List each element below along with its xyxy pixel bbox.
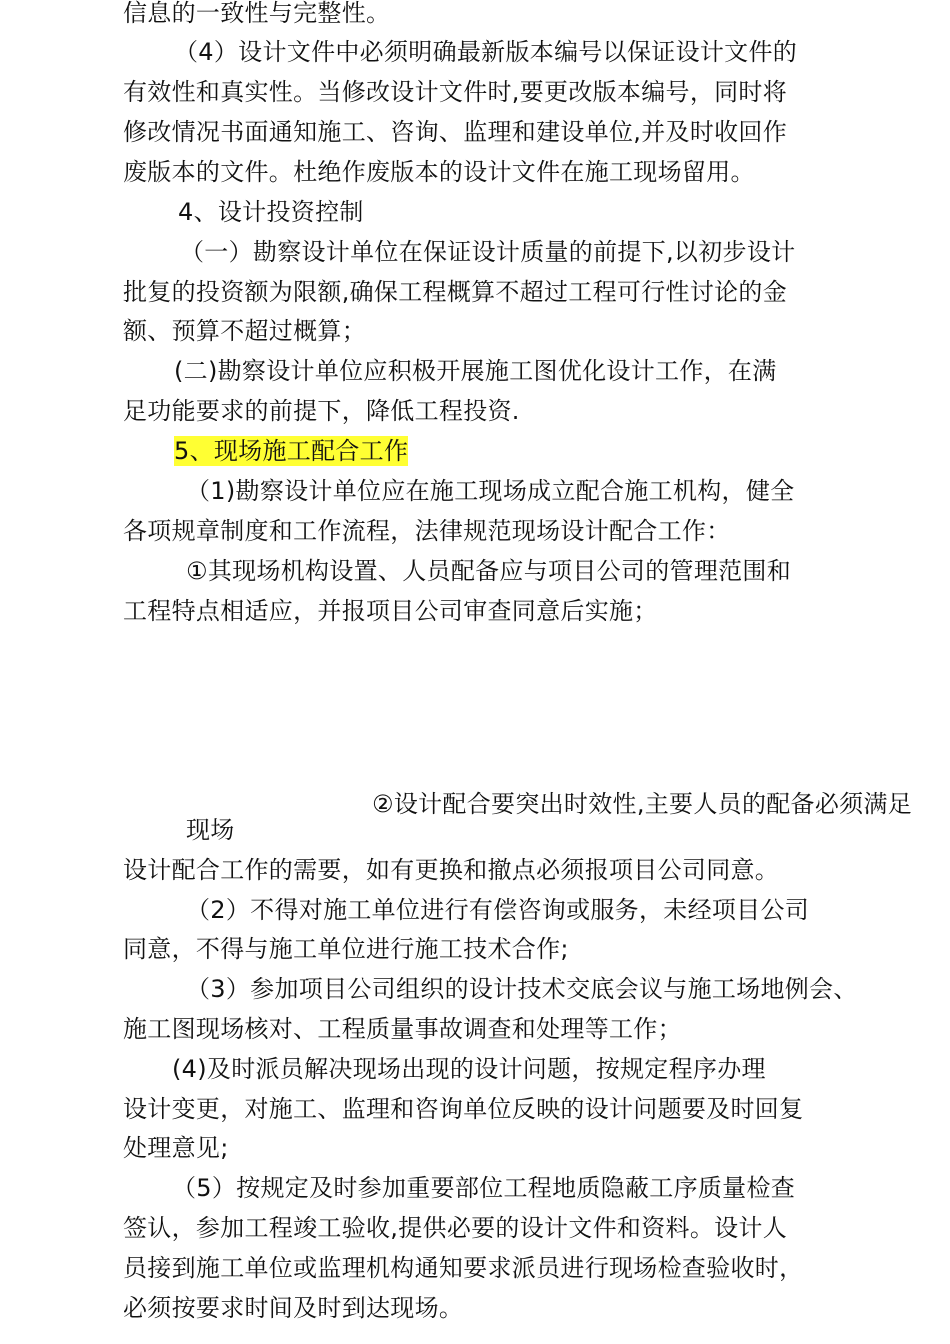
paragraph-line: 各项规章制度和工作流程，法律规范现场设计配合工作： [123,517,731,545]
paragraph-line: 修改情况书面通知施工、咨询、监理和建设单位,并及时收回作 [123,118,788,146]
paragraph-line: 批复的投资额为限额,确保工程概算不超过工程可行性讨论的金 [123,278,788,306]
paragraph-line: 废版本的文件。杜绝作废版本的设计文件在施工现场留用。 [123,158,755,186]
paragraph-line: （4）设计文件中必须明确最新版本编号以保证设计文件的 [174,38,798,66]
paragraph-line: 设计配合工作的需要，如有更换和撤点必须报项目公司同意。 [123,856,780,884]
paragraph-line: 额、预算不超过概算； [123,317,366,345]
paragraph-line: 设计变更，对施工、监理和咨询单位反映的设计问题要及时回复 [123,1095,804,1123]
paragraph-line: 员接到施工单位或监理机构通知要求派员进行现场检查验收时， [123,1254,804,1282]
paragraph-line: 施工图现场核对、工程质量事故调查和处理等工作； [123,1015,682,1043]
highlighted-section-heading: 5、现场施工配合工作 [174,437,409,465]
paragraph-line: 必须按要求时间及时到达现场。 [123,1294,464,1322]
section-heading: 4、设计投资控制 [178,198,364,226]
paragraph-line: (4)及时派员解决现场出现的设计问题，按规定程序办理 [172,1055,766,1083]
paragraph-line: 处理意见; [123,1134,229,1162]
paragraph-line: 足功能要求的前提下，降低工程投资. [123,397,520,425]
paragraph-line: （一）勘察设计单位在保证设计质量的前提下,以初步设计 [180,238,796,266]
paragraph-line: （2）不得对施工单位进行有偿咨询或服务，未经项目公司 [186,896,810,924]
paragraph-line: （3）参加项目公司组织的设计技术交底会议与施工场地例会、 [186,975,858,1003]
paragraph-line: （1)勘察设计单位应在施工现场成立配合施工机构，健全 [186,477,795,505]
paragraph-line: 工程特点相适应，并报项目公司审查同意后实施； [123,597,658,625]
paragraph-line: 现场 [186,816,235,844]
paragraph-line: 签认，参加工程竣工验收,提供必要的设计文件和资料。设计人 [123,1214,788,1242]
paragraph-line: 信息的一致性与完整性。 [123,0,391,27]
paragraph-line: （5）按规定及时参加重要部位工程地质隐蔽工序质量检查 [172,1174,796,1202]
list-item-line: ②设计配合要突出时效性,主要人员的配备必须满足 [372,790,913,818]
paragraph-line: (二)勘察设计单位应积极开展施工图优化设计工作，在满 [174,357,777,385]
list-item-line: ①其现场机构设置、人员配备应与项目公司的管理范围和 [186,557,792,585]
paragraph-line: 有效性和真实性。当修改设计文件时,要更改版本编号，同时将 [123,78,788,106]
paragraph-line: 同意，不得与施工单位进行施工技术合作; [123,935,569,963]
